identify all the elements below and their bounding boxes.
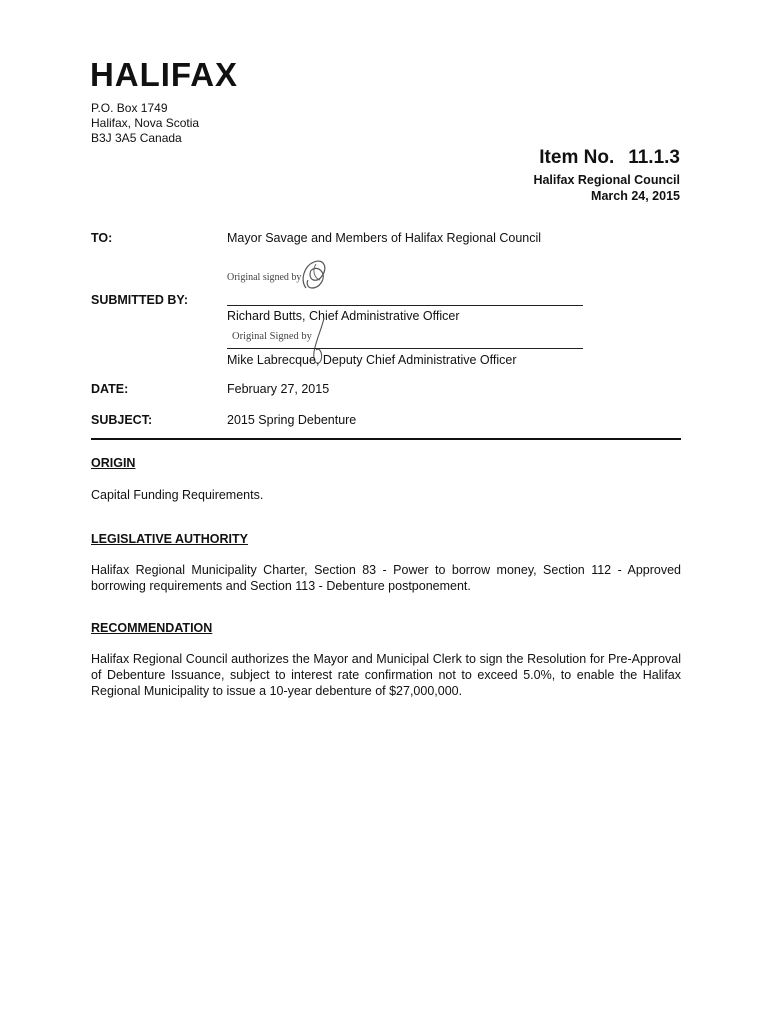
- council-name: Halifax Regional Council: [533, 173, 680, 187]
- halifax-logo: [90, 58, 240, 88]
- date-value: February 27, 2015: [227, 382, 330, 396]
- signature-line: [227, 305, 583, 306]
- header-divider: [91, 438, 681, 440]
- recommendation-body: Halifax Regional Council authorizes the Mayor and Municipal Clerk to sign the Resolution for Pre-Approval of Debenture Issuance, subject to interest rate confirmation not to exceed 5.0%, to enable the Halifax Regional Municipality to issue a 10-year debenture of $27,000,000.: [91, 652, 681, 698]
- legislative-authority-heading: LEGISLATIVE AUTHORITY: [91, 532, 248, 546]
- halifax-logo-mark: [90, 58, 240, 88]
- date-label: DATE:: [91, 382, 129, 396]
- signer1-note: Original signed by: [227, 272, 302, 283]
- signer2-name: Mike Labrecque, Deputy Chief Administrative Officer: [227, 353, 517, 367]
- subject-label: SUBJECT:: [91, 413, 153, 427]
- signature-line: [227, 348, 583, 349]
- signer1-name: Richard Butts, Chief Administrative Officer: [227, 309, 460, 323]
- submitted-by-label: SUBMITTED BY:: [91, 293, 188, 307]
- origin-body: Capital Funding Requirements.: [91, 488, 264, 502]
- item-number-line: [533, 146, 680, 170]
- item-number: 11.1.3: [628, 147, 680, 168]
- to-value: Mayor Savage and Members of Halifax Regional Council: [227, 231, 542, 245]
- signature-scribble-icon: [298, 258, 332, 294]
- item-label: Item No.: [539, 147, 615, 168]
- recommendation-heading: RECOMMENDATION: [91, 621, 213, 635]
- address-line: P.O. Box 1749: [91, 101, 168, 115]
- svg-text:HALIFAX: HALIFAX: [90, 58, 238, 88]
- mailing-address: [91, 101, 199, 146]
- address-line: Halifax, Nova Scotia: [91, 116, 200, 130]
- signer2-note: Original Signed by: [232, 331, 312, 342]
- legislative-authority-body: Halifax Regional Municipality Charter, Section 83 - Power to borrow money, Section 112 - Approved borrowing requirements and Section 113 - Debenture postponement.: [91, 563, 681, 593]
- to-label: TO:: [91, 231, 113, 245]
- meeting-date: March 24, 2015: [591, 189, 680, 203]
- subject-value: 2015 Spring Debenture: [227, 413, 357, 427]
- item-block: [533, 146, 680, 204]
- origin-heading: ORIGIN: [91, 456, 136, 470]
- address-line: B3J 3A5 Canada: [91, 131, 182, 145]
